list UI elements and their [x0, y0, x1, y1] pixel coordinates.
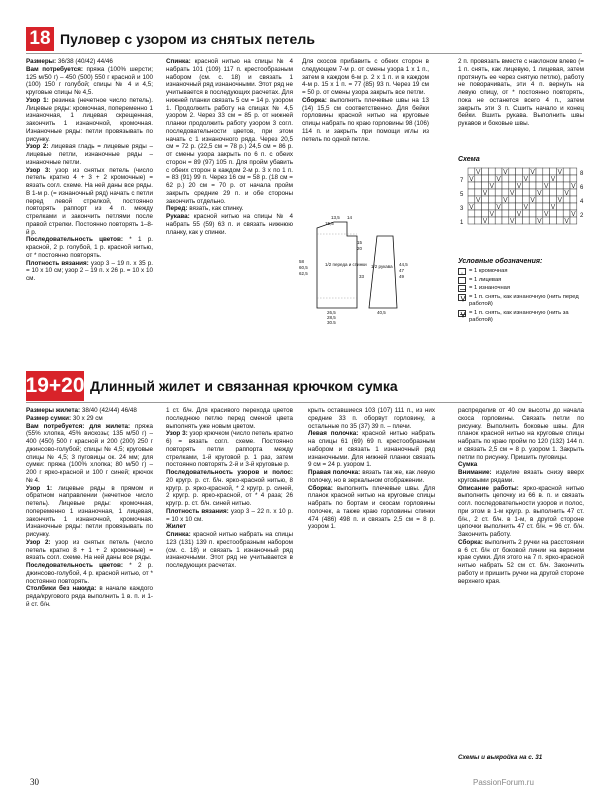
chart-cell	[556, 210, 563, 217]
chart-cell	[563, 168, 570, 175]
chart-cell	[550, 196, 557, 203]
paragraph-lead: Последовательность узоров и полос:	[166, 469, 293, 476]
chart-cell	[522, 217, 529, 224]
paragraph-lead: Вам потребуется: для жилета:	[26, 422, 131, 430]
paragraph	[166, 508, 293, 524]
chart-cell	[475, 189, 482, 196]
chart-cell	[556, 182, 563, 189]
chart-cell	[570, 175, 577, 182]
chart-cell	[468, 210, 475, 217]
chart-cell	[556, 189, 563, 196]
section-19-20-column-2	[166, 407, 293, 769]
chart-cell	[509, 203, 516, 210]
chart-cell	[543, 203, 550, 210]
chart-cell	[509, 182, 516, 189]
chart-cell	[529, 217, 536, 224]
paragraph-text: красной нитью на спицы № 4 набрать 55 (59) 63 п. и связать нижнюю планку, как у спинки.	[166, 213, 293, 236]
diagram-label: 44,5	[399, 262, 408, 267]
section-18-column-4	[458, 58, 584, 148]
paragraph	[458, 461, 584, 469]
chart-cell	[482, 175, 489, 182]
paragraph	[26, 143, 153, 166]
paragraph-text: 1 ст. б/н. Для красивого перехода цветов последнюю петлю перед сменой цвета выполнять уже новым цветом.	[166, 407, 293, 430]
section-19-20-column-3	[308, 407, 435, 769]
chart-cell	[488, 168, 495, 175]
chart-cell	[550, 182, 557, 189]
paragraph	[458, 407, 584, 461]
chart-cell	[529, 182, 536, 189]
paragraph	[26, 485, 153, 539]
chart-cell	[570, 168, 577, 175]
paragraph-lead: Узор 1:	[26, 96, 49, 104]
footnote: Схемы и выкройка на с. 31	[458, 754, 543, 761]
chart-cell	[550, 217, 557, 224]
chart-cell	[543, 196, 550, 203]
paragraph-lead: Рукава:	[166, 213, 190, 220]
paragraph	[166, 205, 293, 213]
paragraph-text: в начале каждого ряда/кругового ряда выполнить 1 в. п. и 1-й ст. б/н.	[26, 585, 153, 608]
chart-cell	[529, 203, 536, 210]
paragraph-lead: Столбики без накида:	[26, 585, 97, 593]
paragraph-lead: Узор 3:	[26, 166, 51, 174]
diagram-label: 26,5	[327, 310, 336, 315]
paragraph	[302, 97, 429, 144]
chart-cell	[563, 175, 570, 182]
chart-row-label: 5	[460, 192, 464, 198]
stitch-chart	[458, 166, 588, 231]
chart-cell	[488, 175, 495, 182]
stitch-chart-svg	[458, 166, 588, 226]
paragraph-text: узор крючком (число петель кратно 6) = вязать согл. схеме. Постоянно повторять петли раппорта между стрелками, 1-й круговой р. 1 раз, затем постоянно повторять 2-й и 3-й круговые р.	[166, 430, 293, 469]
section-number-badge: 18	[26, 27, 54, 51]
paragraph	[26, 167, 153, 237]
diagram-label: 33	[359, 274, 365, 279]
chart-cell	[536, 203, 543, 210]
legend-item-label: = 1 лицевая	[469, 276, 502, 283]
legend-item	[458, 277, 588, 284]
paragraph-text: узор из снятых петель (число петель кратно 8 + 1 + 2 кромочные) = вязать согл. схеме. На ней даны все ряды.	[26, 538, 153, 562]
chart-cell	[488, 189, 495, 196]
paragraph	[26, 58, 153, 66]
chart-cell	[509, 210, 516, 217]
chart-cell	[509, 175, 516, 182]
paragraph-lead: Последовательность цветов:	[26, 236, 123, 244]
paragraph-text: узор 3 – 19 п. x 35 р. = 10 x 10 см; узор 2 – 19 п. x 26 р. = 10 x 10 см.	[26, 259, 153, 282]
chart-cell	[563, 196, 570, 203]
chart-cell	[556, 217, 563, 224]
diagram-label: 62,5	[299, 271, 308, 276]
paragraph-text: распределив от 40 см высоты до начала скоса горловины. Связать петли по рисунку. Выполнить боковые швы. Для планок красной нитью на круговые спицы набрать по краю пройм по 120 (132) 144 п. и связать 2,5 см = 8 р. узором 1. Закрыть петли по рисунку. Пришить пуговицы.	[458, 407, 584, 461]
chart-cell	[536, 210, 543, 217]
paragraph	[26, 585, 153, 608]
chart-cell	[468, 182, 475, 189]
chart-cell	[488, 203, 495, 210]
paragraph-lead: Сумка	[458, 461, 478, 469]
diagram-label: 49	[399, 274, 405, 279]
paragraph-text: Для скосов прибавить с обеих сторон в следующем 7-м р. от смены узора 1 x 1 п., затем в каждом 6-м р. 2 x 1 п. и в каждом 4-м р. 15 x 1 п. = 77 (85) 93 п. Через 19 см = 50 р. от смены узора закрыть все петли.	[302, 58, 429, 96]
paragraph-lead: Узор 2:	[26, 143, 49, 151]
paragraph-lead: Вам потребуется:	[26, 65, 83, 73]
diagram-label: 15,5	[325, 221, 334, 226]
paragraph-lead: Узор 2:	[26, 538, 51, 546]
legend-item-label: = 1 п. снять, как изнаночную (нить перед работой)	[469, 294, 579, 308]
chart-cell	[482, 196, 489, 203]
chart-cell	[536, 168, 543, 175]
diagram-label: 1/2 рукава	[371, 264, 393, 269]
paragraph-lead: Правая полочка:	[308, 469, 361, 476]
chart-cell	[468, 196, 475, 203]
section-number-badge: 19+20	[26, 371, 84, 401]
slip-stitch-back-symbol	[458, 310, 466, 317]
paragraph-text: * 2 р. джинсово-голубой, 4 р. красной нитью, от * постоянно повторять.	[26, 562, 153, 585]
paragraph-text: 38/40 (42/44) 46/48	[80, 407, 137, 414]
chart-cell	[475, 175, 482, 182]
section-19-20-header	[26, 371, 398, 401]
chart-cell	[543, 217, 550, 224]
chart-cell	[488, 217, 495, 224]
chart-cell	[475, 203, 482, 210]
chart-cell	[468, 217, 475, 224]
chart-cell	[495, 182, 502, 189]
paragraph-lead: Узор 1:	[26, 484, 53, 492]
paragraph	[26, 415, 153, 423]
chart-cell	[495, 210, 502, 217]
chart-cell	[570, 196, 577, 203]
paragraph	[308, 407, 435, 430]
paragraph	[166, 407, 293, 430]
paragraph	[26, 260, 153, 283]
chart-cell	[495, 189, 502, 196]
paragraph	[166, 523, 293, 531]
paragraph-text: красной нитью набрать на спицы 123 (131) 139 п. крестообразным набором (см. с. 18) и связать 1 изнаночный ряд изнаночными. Этот ряд не учитывается в последующих расчетах.	[166, 531, 293, 569]
legend-item-label: = 1 п. снять, как изнаночную (нить за работой)	[469, 310, 569, 324]
paragraph-text: лицевые ряды в прямом и обратном направлении (нечетное число петель). Лицевые ряды: кромочная, попеременно 1 изнаночная, 1 лицевая, закончить 1 изнаночной, кромочная. Изнаночные ряды: петли провязывать по рисунку.	[26, 484, 153, 538]
chart-cell	[543, 175, 550, 182]
section-18-column-3	[302, 58, 429, 206]
scheme-title: Схема	[458, 156, 480, 163]
paragraph-text: вязать так же, как левую полочку, но в зеркальном отображении.	[308, 469, 435, 484]
chart-cell	[482, 182, 489, 189]
paragraph-text: * 1 р. красной, 2 р. голубой, 1 р. красной нитью, от * постоянно повторять.	[26, 236, 153, 259]
section-title: Длинный жилет и связанная крючком сумка	[90, 378, 398, 394]
paragraph	[166, 430, 293, 469]
section-18-column-1	[26, 58, 153, 348]
header-rule	[26, 53, 582, 54]
chart-cell	[563, 182, 570, 189]
chart-cell	[563, 203, 570, 210]
chart-cell	[543, 168, 550, 175]
diagram-label: 58	[299, 259, 305, 264]
chart-cell	[570, 189, 577, 196]
paragraph-lead: Сборка:	[302, 96, 327, 104]
section-18-header	[26, 27, 315, 51]
paragraph	[458, 469, 584, 485]
chart-cell	[556, 175, 563, 182]
paragraph	[166, 469, 293, 508]
section-19-20-column-1	[26, 407, 153, 769]
chart-cell	[468, 168, 475, 175]
paragraph	[26, 539, 153, 562]
purl-stitch-symbol	[458, 285, 466, 292]
chart-cell	[488, 196, 495, 203]
chart-cell	[516, 217, 523, 224]
chart-cell	[509, 196, 516, 203]
chart-cell	[529, 175, 536, 182]
paragraph-lead: Плотность вязания:	[166, 507, 229, 515]
diagram-label: 13,5	[331, 215, 340, 220]
chart-cell	[475, 210, 482, 217]
chart-cell	[522, 168, 529, 175]
diagram-label: 30,5	[327, 320, 336, 324]
chart-cell	[522, 210, 529, 217]
paragraph	[308, 485, 435, 532]
paragraph-text: изделие вязать снизу вверх круговыми рядами.	[458, 469, 584, 484]
paragraph	[166, 531, 293, 570]
paragraph	[166, 213, 293, 236]
chart-cell	[529, 189, 536, 196]
paragraph	[26, 97, 153, 144]
paragraph-text: крыть оставшиеся 103 (107) 111 п., из них средние 33 п. оборвут горловину, а остальные по 35 (37) 39 п. – плечи.	[308, 407, 435, 430]
chart-cell	[516, 203, 523, 210]
paragraph	[26, 66, 153, 97]
paragraph-lead: Сборка:	[308, 484, 333, 492]
paragraph-lead: Жилет	[166, 523, 186, 531]
paragraph	[308, 430, 435, 469]
paragraph-text: лицевая гладь = лицевые ряды – лицевые петли, изнаночные ряды – изнаночные петли.	[26, 143, 153, 166]
chart-cell	[516, 189, 523, 196]
chart-row-label: 7	[460, 178, 464, 184]
chart-cell	[536, 196, 543, 203]
paragraph-text: красной нитью набрать на спицы 61 (69) 69 п. крестообразным набором и связать 1 изнаночный ряд изнаночными. Для нижней планки связать 9 см = 24 р. узором 1.	[308, 430, 435, 469]
paragraph	[458, 539, 584, 586]
chart-cell	[482, 168, 489, 175]
section-title: Пуловер с узором из снятых петель	[60, 31, 316, 47]
paragraph	[26, 423, 153, 485]
paragraph-text: выполнить 2 ручки на расстоянии в 6 ст. б/н от боковой линии на верхнем крае сумки. Для этого на 7 п. ярко-красной нитью набрать 52 см ст. б/н. Закончить работу и пришить ручки на другой стороне верхнего края.	[458, 538, 584, 585]
paragraph-text: ярко-красной нитью выполнить цепочку из 66 в. п. и связать согл. последовательности узоров и полос, при этом в 1-м кругр. р. выполнить 47 ст. б/н., 2 ст. б/н. в 1-м, в другой стороне цепочки выполнить 47 ст. б/н. = 96 ст. б/н. Закончить работу.	[458, 484, 584, 538]
svg-text:◦: ◦	[461, 271, 464, 276]
paragraph-text: узор 3 – 22 п. x 10 р. = 10 x 10 см.	[166, 507, 293, 523]
chart-cell	[502, 210, 509, 217]
legend-item-label: = 1 изнаночная	[469, 285, 511, 292]
paragraph-text: узор из снятых петель (число петель кратно 4 + 3 + 2 кромочные) = вязать согл. схеме. На ней даны все ряды. В 1-м р. (= изнаночный ряд) начать с петли перед левой стрелкой, постоянно повторять раппорт из 4 п. между стрелками и закончить петлями после правой стрелки. Постоянно повторять 1–8-й р.	[26, 166, 153, 236]
chart-cell	[482, 203, 489, 210]
chart-cell	[522, 196, 529, 203]
legend-item	[458, 310, 588, 324]
chart-cell	[502, 203, 509, 210]
chart-cell	[556, 203, 563, 210]
chart-cell	[516, 175, 523, 182]
chart-cell	[529, 210, 536, 217]
paragraph	[26, 236, 153, 259]
paragraph-lead: Левая полочка:	[308, 430, 359, 438]
paragraph-lead: Спинка:	[166, 531, 191, 538]
paragraph-text: вязать, как спинку.	[187, 205, 244, 213]
diagram-label: 1/2 переда и спинки	[325, 262, 367, 267]
paragraph	[26, 562, 153, 585]
diagram-label: 47	[399, 268, 405, 273]
paragraph-lead: Внимание:	[458, 469, 492, 476]
diagram-label: 15	[357, 240, 363, 245]
chart-cell	[522, 189, 529, 196]
chart-row-label: 3	[460, 206, 464, 212]
chart-row-label: 2	[580, 213, 584, 219]
chart-cell	[543, 189, 550, 196]
diagram-label: 28,5	[327, 315, 336, 320]
paragraph-lead: Сборка:	[458, 538, 483, 546]
chart-cell	[495, 168, 502, 175]
paragraph	[308, 469, 435, 485]
watermark: PassionForum.ru	[473, 778, 534, 787]
legend-item	[458, 294, 588, 308]
chart-cell	[495, 217, 502, 224]
paragraph-text: 36/38 (40/42) 44/46	[56, 58, 113, 65]
chart-cell	[536, 182, 543, 189]
paragraph-text: 2 п. провязать вместе с наклоном влево (= 1 п. снять, как лицевую, 1 лицевая, затем протянуть ее через снятую петлю), работу не поворачивать, эти 4 п. вернуть на левую спицу, от * постоянно повторять, пока не останется всего 4 п., затем закрыть эти 3 п. Сшить начало и конец бейки. Вшить рукава. Выполнить швы рукавов и боковые швы.	[458, 58, 584, 127]
pattern-diagram	[297, 208, 445, 324]
pattern-diagram-svg	[297, 208, 445, 324]
paragraph-lead: Перед:	[166, 205, 188, 213]
paragraph-text: пряжа (100% шерсти; 125 м/50 г) – 450 (500) 550 г красной и 100 (100) 150 г голубой; спицы № 4 и 4,5; круговые спицы № 4,5.	[26, 65, 153, 96]
paragraph	[302, 58, 429, 97]
chart-cell	[502, 217, 509, 224]
paragraph-lead: Плотность вязания:	[26, 259, 89, 267]
header-rule	[26, 402, 582, 403]
diagram-label: 20	[357, 246, 363, 251]
slip-stitch-front-symbol	[458, 294, 466, 301]
chart-cell	[550, 189, 557, 196]
chart-cell	[475, 217, 482, 224]
chart-cell	[516, 196, 523, 203]
paragraph-lead: Размеры:	[26, 58, 57, 65]
chart-cell	[475, 182, 482, 189]
paragraph-text: красной нитью на спицы № 4 набрать 101 (109) 117 п. крестообразным набором (см. с. 18) и связать 1 изнаночный ряд изнаночными. Этот ряд не учитывается в последующих расчетах. Для нижней планки связать 5 см = 14 р. узором 1. Продолжить работу на спицах № 4,5 узором 2. Через 33 см = 85 р. от нижней планки продолжить работу узором 3 согл. последовательности цветов, при этом начать с 1 изнаночного ряда. Через 20,5 см = 72 р. (22,5 см = 78 р.) 24,5 см = 86 р. от смены узора закрыть по 6 п. с обеих сторон = 89 (97) 105 п. Для пройм убавить с обеих сторон в каждом 2-м р. 3 x по 1 п. = 83 (91) 99 п. Через 16 см = 58 р. (18 см = 62 р.) 20 см = 70 р. от начала пройм закрыть средние 29 п. и обе стороны закончить отдельно.	[166, 58, 293, 205]
chart-cell	[502, 175, 509, 182]
knit-stitch-symbol	[458, 277, 466, 284]
chart-cell	[522, 182, 529, 189]
paragraph	[458, 58, 584, 128]
section-18-column-2	[166, 58, 293, 348]
diagram-label: 14	[347, 215, 353, 220]
diagram-label: 60,5	[299, 265, 308, 270]
page-number: 30	[30, 777, 39, 787]
paragraph-text: 30 x 29 см	[71, 414, 103, 422]
legend-item	[458, 268, 588, 275]
legend-item	[458, 285, 588, 292]
paragraph	[458, 485, 584, 539]
paragraph-lead: Размер сумки:	[26, 414, 72, 422]
paragraph	[166, 58, 293, 205]
chart-row-label: 6	[580, 185, 584, 191]
chart-row-label: 8	[580, 171, 584, 177]
chart-cell	[502, 189, 509, 196]
chart-cell	[502, 182, 509, 189]
paragraph-text: выполнить плечевые швы. Для планок красной нитью на круговые спицы набрать по бортам и скосам горловины полочек, а также краю горловины спинки 474 (486) 498 п. и связать 2,5 см = 8 р. узором 1.	[308, 484, 435, 531]
chart-cell	[536, 175, 543, 182]
chart-row-label: 4	[580, 199, 584, 205]
paragraph-text: выполнить плечевые швы на 13 (14) 15,5 см соответственно. Для бейки горловины красной нитью на круговые спицы набрать по краю горловины 98 (106) 114 п. и закрыть при помощи иглы из петель по одной петле.	[302, 96, 429, 143]
chart-cell	[570, 217, 577, 224]
legend	[458, 268, 588, 326]
paragraph-lead: Размеры жилета:	[26, 407, 81, 414]
section-19-20-column-4	[458, 407, 584, 749]
chart-cell	[550, 168, 557, 175]
legend-item-label: = 1 кромочная	[469, 268, 508, 274]
paragraph-lead: Описание работы:	[458, 484, 519, 492]
paragraph-lead: Спинка:	[166, 58, 191, 65]
chart-cell	[516, 168, 523, 175]
chart-cell	[563, 210, 570, 217]
paragraph-lead: Узор 3:	[166, 430, 188, 438]
paragraph-text: резинка (нечетное число петель). Лицевые ряды: кромочная, попеременно 1 изнаночная, 1 лицевая скрещенная, закончить 1 изнаночной, кромочная. Изнаночные ряды: петли провязывать по рисунку.	[26, 96, 153, 143]
paragraph-text: 20 кругр. р. ст. б/н. ярко-красной нитью, 8 кругр. р. ярко-красной, * 2 кругр. р. синей, 2 кругр. р. ярко-красной, от * 4 раза; 26 кругр. р. ст. б/н. синей нитью.	[166, 476, 293, 507]
paragraph-text: пряжа (55% хлопка, 45% вискозы; 135 м/50 г) – 400 (450) 500 г красной и 200 (200) 250 г джинсово-голубой; спицы № 4,5; круговые спицы № 4,5; 3 пуговицы ок. 24 мм; для сумки: пряжа (100% хлопка; 80 м/50 г) – 200 г ярко-красной и 100 г синей; крючок № 4.	[26, 422, 153, 484]
chart-cell	[550, 210, 557, 217]
chart-cell	[570, 203, 577, 210]
chart-cell	[495, 196, 502, 203]
selvedge-stitch-symbol	[458, 268, 466, 275]
chart-cell	[468, 189, 475, 196]
chart-cell	[509, 168, 516, 175]
legend-title: Условные обозначения:	[458, 258, 543, 265]
paragraph-lead: Последовательность цветов:	[26, 562, 123, 569]
chart-row-label: 1	[460, 220, 464, 226]
paragraph	[26, 407, 153, 415]
chart-cell	[482, 210, 489, 217]
diagram-label: 40,5	[377, 310, 386, 315]
